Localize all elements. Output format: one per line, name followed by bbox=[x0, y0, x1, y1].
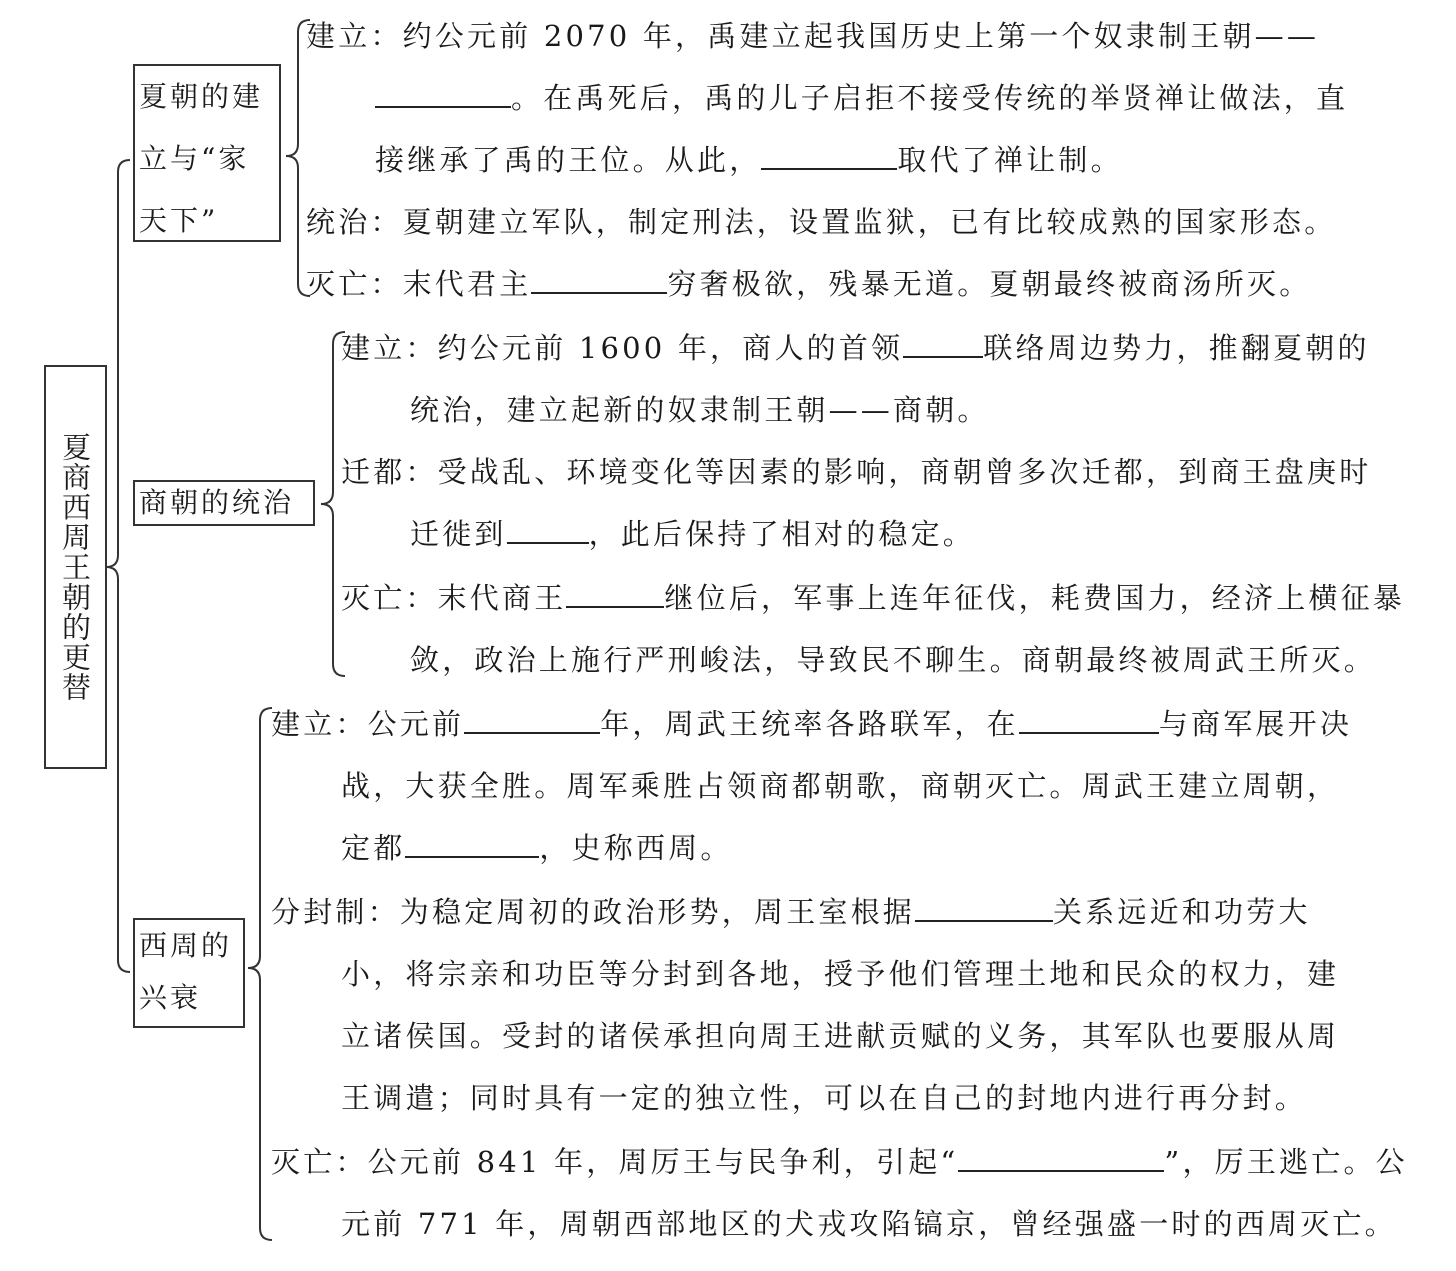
shang-brace bbox=[321, 332, 345, 676]
blank[interactable] bbox=[566, 580, 664, 608]
xia-label-line: 夏朝的建 bbox=[139, 80, 264, 113]
zhou-line-3: 定都 ，史称西周。 bbox=[341, 831, 733, 865]
root-title-box bbox=[44, 365, 107, 769]
shang-line-6: 敛，政治上施行严刑峻法，导致民不聊生。商朝最终被周武王所灭。 bbox=[410, 643, 1377, 677]
xia-brace bbox=[286, 20, 310, 296]
blank[interactable] bbox=[915, 894, 1053, 922]
zhou-label-box bbox=[133, 918, 245, 1028]
zhou-label-line: 西周的 bbox=[139, 929, 233, 962]
xia-line-1: 建立：约公元前 2070 年，禹建立起我国历史上第一个奴隶制王朝—— bbox=[306, 19, 1320, 53]
zhou-line-7: 王调遣；同时具有一定的独立性，可以在自己的封地内进行再分封。 bbox=[341, 1081, 1308, 1115]
zhou-line-6: 立诸侯国。受封的诸侯承担向周王进献贡赋的义务，其军队也要服从周 bbox=[341, 1019, 1340, 1053]
xia-line-2: 。在禹死后，禹的儿子启拒不接受传统的举贤禅让做法，直 bbox=[375, 78, 1348, 118]
xia-label-line: 天下” bbox=[139, 204, 219, 237]
zhou-line-4: 分封制：为稳定周初的政治形势，周王室根据 关系远近和功劳大 bbox=[271, 895, 1311, 929]
shang-label-line: 商朝的统治 bbox=[139, 486, 295, 519]
shang-line-5: 灭亡：末代商王 继位后，军事上连年征伐，耗费国力，经济上横征暴 bbox=[341, 581, 1406, 615]
blank[interactable] bbox=[1019, 706, 1159, 734]
shang-line-1: 建立：约公元前 1600 年，商人的首领 联络周边势力，推翻夏朝的 bbox=[341, 331, 1370, 365]
xia-line-5: 灭亡：末代君主 穷奢极欲，残暴无道。夏朝最终被商汤所灭。 bbox=[306, 267, 1312, 301]
zhou-line-5: 小，将宗亲和功臣等分封到各地，授予他们管理土地和民众的权力，建 bbox=[341, 957, 1340, 991]
blank[interactable] bbox=[507, 516, 589, 544]
zhou-label-line: 兴衰 bbox=[139, 981, 202, 1014]
zhou-line-1: 建立：公元前 年，周武王统率各路联军，在 与商军展开决 bbox=[271, 707, 1353, 741]
zhou-line-9: 元前 771 年，周朝西部地区的犬戎攻陷镐京，曾经强盛一时的西周灭亡。 bbox=[341, 1207, 1397, 1241]
xia-label-line: 立与“家 bbox=[139, 142, 250, 175]
shang-line-3: 迁都：受战乱、环境变化等因素的影响，商朝曾多次迁都，到商王盘庚时 bbox=[341, 455, 1372, 489]
root-title: 夏商西周王朝的更替 bbox=[58, 432, 92, 702]
blank[interactable] bbox=[958, 1144, 1164, 1172]
shang-line-4: 迁徙到 ，此后保持了相对的稳定。 bbox=[410, 517, 976, 551]
blank[interactable] bbox=[531, 266, 667, 294]
root-brace bbox=[106, 160, 130, 972]
blank[interactable] bbox=[405, 830, 539, 858]
blank[interactable] bbox=[464, 706, 600, 734]
zhou-line-8: 灭亡：公元前 841 年，周厉王与民争利，引起“ ”，厉王逃亡。公 bbox=[271, 1145, 1408, 1179]
blank[interactable] bbox=[761, 142, 897, 170]
shang-label-box bbox=[133, 480, 315, 526]
blank[interactable] bbox=[375, 80, 511, 108]
xia-line-3: 接继承了禹的王位。从此， 取代了禅让制。 bbox=[375, 143, 1123, 177]
shang-line-2: 统治，建立起新的奴隶制王朝——商朝。 bbox=[410, 393, 990, 427]
xia-label-box bbox=[133, 64, 281, 242]
xia-line-4: 统治：夏朝建立军队，制定刑法，设置监狱，已有比较成熟的国家形态。 bbox=[306, 205, 1337, 239]
zhou-line-2: 战，大获全胜。周军乘胜占领商都朝歌，商朝灭亡。周武王建立周朝， bbox=[341, 769, 1340, 803]
zhou-brace bbox=[248, 708, 272, 1240]
blank[interactable] bbox=[903, 330, 983, 358]
